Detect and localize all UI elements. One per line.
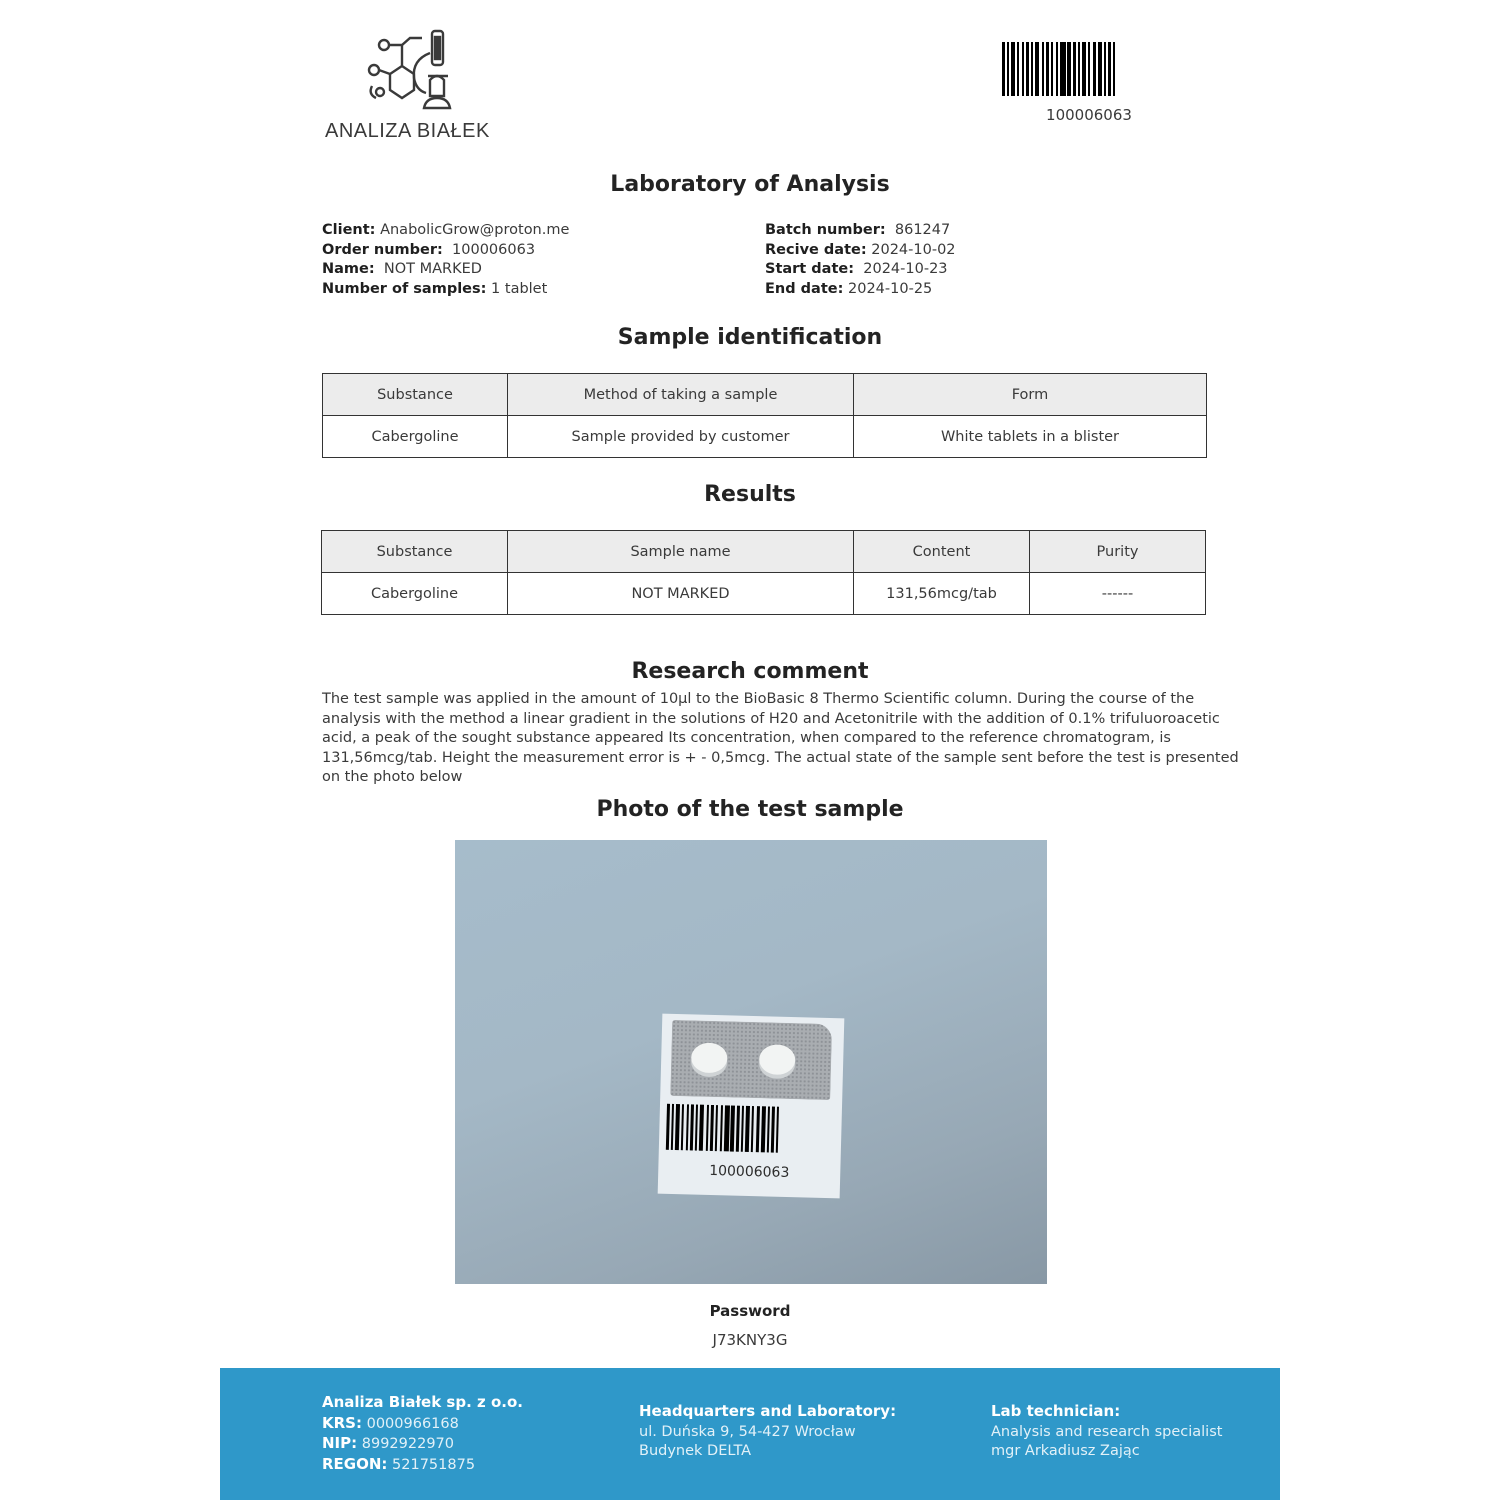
sample-barcode-number: 100006063 bbox=[708, 1162, 790, 1182]
end-date-label: End date: bbox=[765, 280, 844, 297]
results-table bbox=[321, 530, 1206, 615]
research-comment-heading: Research comment bbox=[631, 659, 869, 684]
technician-heading: Lab technician: bbox=[991, 1402, 1121, 1420]
order-barcode bbox=[1002, 42, 1176, 96]
barcode-number: 100006063 bbox=[1046, 106, 1132, 124]
blister-pack bbox=[670, 1020, 832, 1100]
column-header: Sample name bbox=[508, 531, 854, 573]
regon-label: REGON: bbox=[322, 1454, 388, 1473]
samples-label: Number of samples: bbox=[322, 280, 487, 297]
table-cell: Cabergoline bbox=[322, 573, 508, 615]
order-number-value: 100006063 bbox=[452, 241, 536, 258]
order-number-label: Order number: bbox=[322, 241, 443, 258]
column-header: Form bbox=[854, 374, 1207, 416]
table-cell: 131,56mcg/tab bbox=[854, 573, 1030, 615]
sample-identification-table bbox=[322, 373, 1207, 458]
samples-value: 1 tablet bbox=[491, 280, 548, 297]
headquarters-heading: Headquarters and Laboratory: bbox=[639, 1402, 897, 1420]
company-logo bbox=[322, 28, 502, 148]
krs-label: KRS: bbox=[322, 1413, 362, 1432]
tablet bbox=[759, 1044, 796, 1075]
technician-name: mgr Arkadiusz Zając bbox=[991, 1443, 1140, 1459]
batch-row bbox=[765, 221, 956, 241]
table-cell: ------ bbox=[1030, 573, 1206, 615]
batch-value: 861247 bbox=[894, 222, 951, 238]
nip-value: 8992922970 bbox=[361, 1436, 455, 1452]
logo-text: ANALIZA BIAŁEK bbox=[325, 120, 490, 142]
headquarters-details bbox=[639, 1402, 896, 1462]
headquarters-building: Budynek DELTA bbox=[639, 1443, 752, 1459]
start-date-label: Start date: bbox=[765, 261, 855, 277]
receive-date-value: 2024-10-02 bbox=[871, 241, 956, 258]
research-comment-text: The test sample was applied in the amount of 10µl to the BioBasic 8 Thermo Scientific column. During the course of the analysis with the method a linear gradient in the solutions of H20 and Acetonitrile with the addition of 0.1% trifuluoroacetic acid, a peak of the sought substance appeared Its concentration, when compared to the reference chromatogram, is 131,56mcg/tab. Height the measurement error is + - 0,5mcg. The actual state of the sample sent before the test is presented on the photo below bbox=[322, 691, 1239, 786]
client-row bbox=[322, 221, 569, 241]
batch-label: Batch number: bbox=[765, 222, 886, 238]
tablet bbox=[691, 1042, 728, 1073]
receive-date-label: Recive date: bbox=[765, 241, 867, 258]
order-info-right bbox=[765, 221, 956, 299]
name-row bbox=[322, 260, 569, 280]
name-value: NOT MARKED bbox=[383, 261, 482, 277]
end-date-row bbox=[765, 280, 956, 300]
password-value: J73KNY3G bbox=[712, 1331, 788, 1349]
name-label: Name: bbox=[322, 261, 375, 277]
table-cell: Cabergoline bbox=[323, 416, 508, 458]
test-sample-photo bbox=[455, 840, 1047, 1284]
column-header: Substance bbox=[322, 531, 508, 573]
order-info-left bbox=[322, 221, 569, 299]
headquarters-address: ul. Duńska 9, 54-427 Wrocław bbox=[639, 1423, 856, 1440]
company-details bbox=[322, 1393, 523, 1475]
table-row bbox=[323, 416, 1207, 458]
table-cell: Sample provided by customer bbox=[508, 416, 854, 458]
start-date-value: 2024-10-23 bbox=[863, 261, 948, 277]
regon-value: 521751875 bbox=[392, 1456, 476, 1473]
client-value: AnabolicGrow@proton.me bbox=[380, 222, 570, 238]
page-title: Laboratory of Analysis bbox=[610, 172, 890, 197]
table-header-row bbox=[323, 374, 1207, 416]
column-header: Method of taking a sample bbox=[508, 374, 854, 416]
company-name: Analiza Białek sp. z o.o. bbox=[322, 1393, 523, 1411]
krs-value: 0000966168 bbox=[366, 1415, 459, 1432]
samples-row bbox=[322, 280, 569, 300]
table-row bbox=[322, 573, 1206, 615]
end-date-value: 2024-10-25 bbox=[848, 280, 933, 297]
client-label: Client: bbox=[322, 222, 376, 238]
column-header: Substance bbox=[323, 374, 508, 416]
password-label: Password bbox=[709, 1302, 791, 1320]
receive-date-row bbox=[765, 241, 956, 261]
technician-title: Analysis and research specialist bbox=[991, 1423, 1223, 1440]
molecule-microscope-icon bbox=[362, 28, 457, 113]
sample-label-card bbox=[658, 1014, 845, 1199]
table-header-row bbox=[322, 531, 1206, 573]
table-cell: White tablets in a blister bbox=[854, 416, 1207, 458]
footer bbox=[220, 1368, 1280, 1500]
start-date-row bbox=[765, 260, 956, 280]
sample-identification-heading: Sample identification bbox=[617, 325, 883, 350]
order-number-row bbox=[322, 241, 569, 261]
column-header: Purity bbox=[1030, 531, 1206, 573]
photo-heading: Photo of the test sample bbox=[596, 797, 904, 822]
results-heading: Results bbox=[704, 482, 796, 507]
technician-details bbox=[991, 1402, 1222, 1462]
column-header: Content bbox=[854, 531, 1030, 573]
table-cell: NOT MARKED bbox=[508, 573, 854, 615]
nip-label: NIP: bbox=[322, 1434, 358, 1452]
sample-barcode bbox=[666, 1104, 832, 1154]
